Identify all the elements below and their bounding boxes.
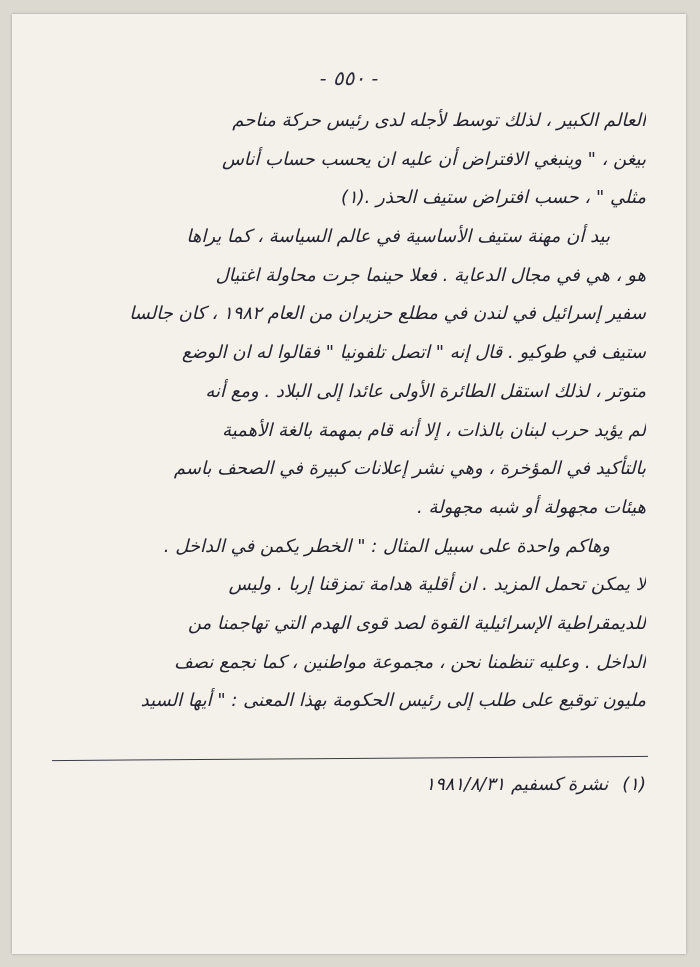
page-number: - ٥٥٠ - <box>319 66 379 90</box>
text-line: هيئات مجهولة أو شبه مجهولة . <box>417 496 646 518</box>
text-line: بيغن ، " وينبغي الافتراض أن عليه ان يحسب حساب أناس <box>221 148 646 170</box>
footnote-marker: (١) <box>622 774 646 795</box>
text-line: مليون توقيع على طلب إلى رئيس الحكومة بهذا المعنى : " أيها السيد <box>140 690 646 712</box>
text-line: مثلي " ، حسب افتراض ستيف الحذر .(١) <box>340 187 646 209</box>
paper-page <box>12 14 686 954</box>
text-line: الداخل . وعليه تنظمنا نحن ، مجموعة مواطنين ، كما نجمع نصف <box>174 651 646 673</box>
text-line: للديمقراطية الإسرائيلية القوة لصد قوى الهدم التي تهاجمنا من <box>187 612 646 634</box>
footnote-text: نشرة كسفيم ١٩٨١/٨/٣١ <box>425 774 609 795</box>
text-line: لا يمكن تحمل المزيد . ان أقلية هدامة تمزقنا إربا . وليس <box>228 574 646 596</box>
text-line: لم يؤيد حرب لبنان بالذات ، إلا أنه قام بمهمة بالغة الأهمية <box>222 419 646 441</box>
footnote <box>52 768 646 802</box>
text-line: هو ، هي في مجال الدعاية . فعلا حينما جرت محاولة اغتيال <box>215 264 646 286</box>
paragraph-start-line: وهاكم واحدة على سبيل المثال : " الخطر يكمن في الداخل . <box>163 535 610 557</box>
paragraph-start-line: بيد أن مهنة ستيف الأساسية في عالم السياسة ، كما يراها <box>186 226 610 248</box>
text-line: بالتأكيد في المؤخرة ، وهي نشر إعلانات كبيرة في الصحف باسم <box>173 458 646 480</box>
text-line: متوتر ، لذلك استقل الطائرة الأولى عائدا إلى البلاد . ومع أنه <box>205 380 646 402</box>
handwritten-body <box>52 102 646 721</box>
text-line: العالم الكبير ، لذلك توسط لأجله لدى رئيس حركة مناحم <box>232 110 646 131</box>
text-line: ستيف في طوكيو . قال إنه " اتصل تلفونيا " فقالوا له ان الوضع <box>181 342 646 364</box>
text-line: سفير إسرائيل في لندن في مطلع حزيران من العام ١٩٨٢ ، كان جالسا <box>129 303 646 325</box>
footnote-divider <box>52 756 648 761</box>
